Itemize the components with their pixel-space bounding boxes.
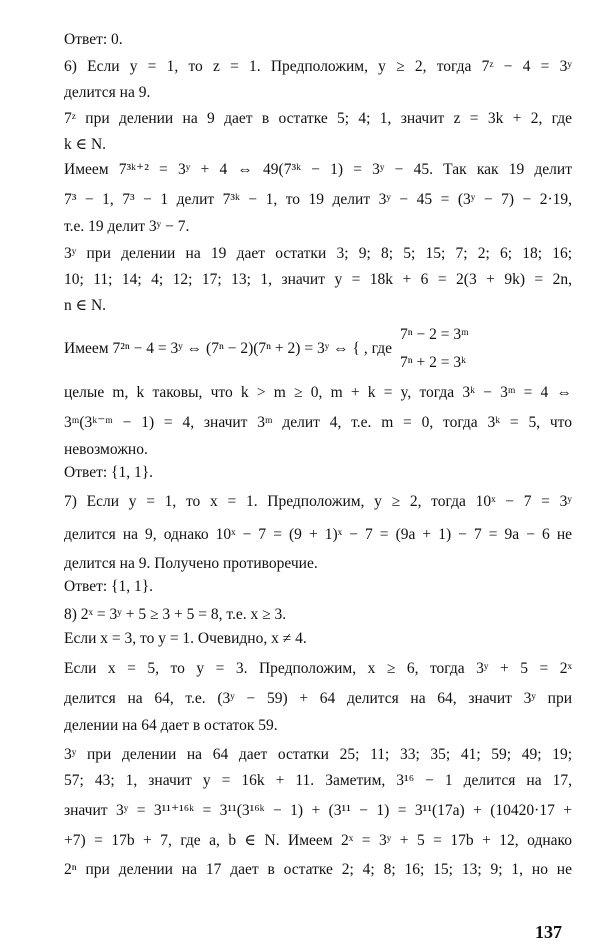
text-line: +7) = 17b + 7, где a, b ∈ N. Имеем 2ˣ = 3ʸ + 5 = 17b + 12, однако bbox=[64, 832, 572, 849]
text-line: значит 3ʸ = 3¹¹⁺¹⁶ᵏ = 3¹¹(3¹⁶ᵏ − 1) + (3¹¹ − 1) = 3¹¹(17a) + (10420·17 + bbox=[64, 802, 572, 819]
text-line: 57; 43; 1, значит y = 16k + 11. Заметим, 3¹⁶ − 1 делится на 17, bbox=[64, 772, 572, 789]
text-line: невозможно. bbox=[64, 441, 148, 458]
text-line: Имеем 7²ⁿ − 4 = 3ʸ ⇔ (7ⁿ − 2)(7ⁿ + 2) = 3ʸ ⇔ { , где bbox=[64, 340, 392, 357]
text-line: 3ʸ при делении на 19 дает остатки 3; 9; 8; 5; 15; 7; 2; 6; 18; 16; bbox=[64, 245, 572, 262]
text-line: делится на 64, т.е. (3ʸ − 59) + 64 делится на 64, значит 3ʸ при bbox=[64, 690, 572, 707]
text-line: k ∈ N. bbox=[64, 136, 107, 153]
text-line: 2ⁿ при делении на 17 дает в остатке 2; 4; 8; 16; 15; 13; 9; 1, но не bbox=[64, 861, 572, 878]
text-line: целые m, k таковы, что k > m ≥ 0, m + k = y, тогда 3ᵏ − 3ᵐ = 4 ⇔ bbox=[64, 384, 572, 401]
text-line: делится на 9, однако 10ˣ − 7 = (9 + 1)ˣ − 7 = (9a + 1) − 7 = 9a − 6 не bbox=[64, 526, 572, 543]
text-line: Имеем 7³ᵏ⁺² = 3ʸ + 4 ⇔ 49(7³ᵏ − 1) = 3ʸ − 45. Так как 19 делит bbox=[64, 161, 572, 178]
page-number: 137 bbox=[535, 922, 562, 942]
text-line: 6) Если y = 1, то z = 1. Предположим, y ≥ 2, тогда 7ᶻ − 4 = 3ʸ bbox=[64, 58, 572, 75]
system-equation-top: 7ⁿ − 2 = 3ᵐ bbox=[400, 326, 469, 343]
answer-line: Ответ: {1, 1}. bbox=[64, 464, 154, 481]
text-line: 7³ − 1, 7³ − 1 делит 7³ᵏ − 1, то 19 делит 3ʸ − 45 = (3ʸ − 7) − 2·19, bbox=[64, 191, 572, 208]
text-line: n ∈ N. bbox=[64, 297, 107, 314]
system-equation-bottom: 7ⁿ + 2 = 3ᵏ bbox=[400, 354, 467, 371]
text-line: 7) Если y = 1, то x = 1. Предположим, y ≥ 2, тогда 10ˣ − 7 = 3ʸ bbox=[64, 493, 572, 510]
text-line: 10; 11; 14; 4; 12; 17; 13; 1, значит y = 18k + 6 = 2(3 + 9k) = 2n, bbox=[64, 271, 572, 288]
text-line: 3ʸ при делении на 64 дает остатки 25; 11; 33; 35; 41; 59; 49; 19; bbox=[64, 746, 572, 763]
text-line: Если x = 3, то y = 1. Очевидно, x ≠ 4. bbox=[64, 630, 307, 647]
text-line: делится на 9. Получено противоречие. bbox=[64, 555, 318, 572]
text-line: делении на 64 дает в остаток 59. bbox=[64, 717, 278, 734]
text-line: т.е. 19 делит 3ʸ − 7. bbox=[64, 218, 190, 235]
text-line: 8) 2ˣ = 3ʸ + 5 ≥ 3 + 5 = 8, т.е. x ≥ 3. bbox=[64, 606, 287, 623]
text-line: 3ᵐ(3ᵏ⁻ᵐ − 1) = 4, значит 3ᵐ делит 4, т.е. m = 0, тогда 3ᵏ = 5, что bbox=[64, 414, 572, 431]
text-line: Ответ: 0. bbox=[64, 31, 123, 48]
answer-line: Ответ: {1, 1}. bbox=[64, 578, 154, 595]
text-line: 7ᶻ при делении на 9 дает в остатке 5; 4; 1, значит z = 3k + 2, где bbox=[64, 110, 572, 127]
text-line: делится на 9. bbox=[64, 84, 151, 101]
text-line: Если x = 5, то y = 3. Предположим, x ≥ 6, тогда 3ʸ + 5 = 2ˣ bbox=[64, 660, 572, 677]
